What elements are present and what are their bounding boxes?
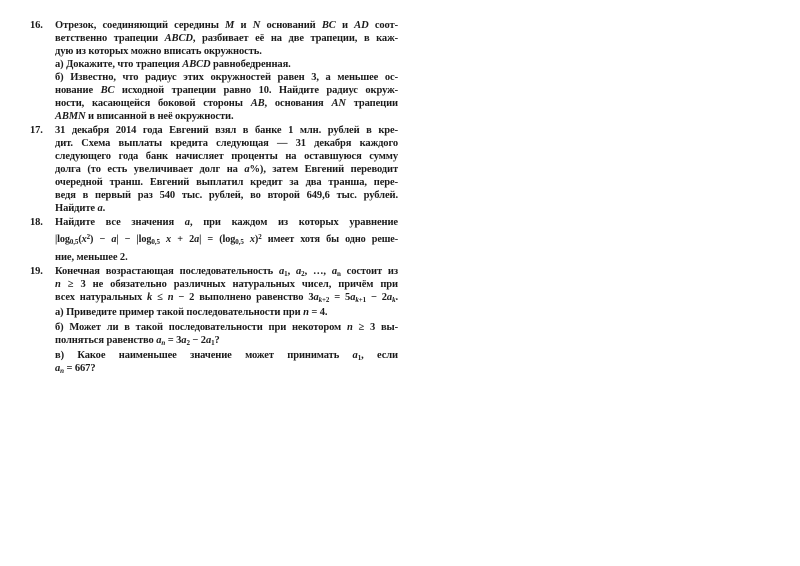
equation-line: $|\log_{0,5}(x^2) - a| - |\log_{0,5}$ $x + 2a| = (\log_{0,5}$ x)$^2$ имеет хотя бы одно реше- xyxy=(55,233,398,246)
text-line: очередной транш. Евгений выплатил кредит за два транша, пере- xyxy=(55,177,398,188)
text-line: в) Какое наименьшее значение может принимать $a_1$, если xyxy=(55,350,398,362)
text-line: дую из которых можно вписать окружность. xyxy=(55,46,262,57)
problem-number: 17. xyxy=(30,125,43,136)
problem-item xyxy=(30,216,398,264)
text-line: $a_n = 667$? xyxy=(55,363,96,375)
text-line: ведя в первый раз 540 тыс. рублей, во второй 649,6 тыс. рублей. xyxy=(55,190,398,201)
text-line: ности, касающейся боковой стороны AB, основания AN трапеции xyxy=(55,98,398,109)
problem-text xyxy=(55,265,398,375)
text-line: а) Докажите, что трапеция ABCD равнобедренная. xyxy=(55,59,291,70)
problem-number: 19. xyxy=(30,266,43,277)
text-line: n ≥ 3 не обязательно различных натуральных чисел, причём при xyxy=(55,279,398,290)
problem-item xyxy=(30,124,398,215)
problem-text xyxy=(55,216,398,264)
problem-item xyxy=(30,19,398,123)
text-line: следующего года банк начисляет проценты на оставшуюся сумму xyxy=(55,151,398,162)
text-line: ABMN и вписанной в неё окружности. xyxy=(55,111,234,122)
text-line: ветственно трапеции ABCD, разбивает её на две трапеции, в каж- xyxy=(55,33,398,44)
text-line: Найдите a. xyxy=(55,203,106,214)
problem-list xyxy=(30,19,398,375)
problem-text xyxy=(55,19,398,123)
text-line: Конечная возрастающая последовательность $a_1$, $a_2$, …, $a_n$ состоит из xyxy=(55,266,398,278)
text-line: всех натуральных k ≤ n − 2 выполнено равенство $3a_{k+2} = 5a_{k+1} - 2a_k$. xyxy=(55,292,398,304)
text-line: б) Может ли в такой последовательности при некотором n ≥ 3 вы- xyxy=(55,322,399,333)
problem-item xyxy=(30,265,398,375)
problem-text xyxy=(55,124,398,215)
text-line: 31 декабря 2014 года Евгений взял в банке 1 млн. рублей в кре- xyxy=(55,125,398,136)
text-line: б) Известно, что радиус этих окружностей равен 3, а меньшее ос- xyxy=(55,72,398,83)
text-line: ние, меньшее 2. xyxy=(55,252,128,263)
text-line: долга (то есть увеличивает долг на a%), затем Евгений переводит xyxy=(55,164,399,175)
problem-number: 16. xyxy=(30,20,43,31)
text-line: Найдите все значения a, при каждом из которых уравнение xyxy=(55,217,398,228)
document-page xyxy=(30,19,398,375)
text-line: нование BC исходной трапеции равно 10. Найдите радиус окруж- xyxy=(55,85,398,96)
text-line: а) Приведите пример такой последовательности при n = 4. xyxy=(55,307,328,318)
text-line: дит. Схема выплаты кредита следующая — 31 декабря каждого xyxy=(55,138,398,149)
problem-number: 18. xyxy=(30,217,43,228)
text-line: полняться равенство $a_n = 3a_2 - 2a_1$? xyxy=(55,335,220,347)
text-line: Отрезок, соединяющий середины M и N оснований BC и AD соот- xyxy=(55,20,398,31)
